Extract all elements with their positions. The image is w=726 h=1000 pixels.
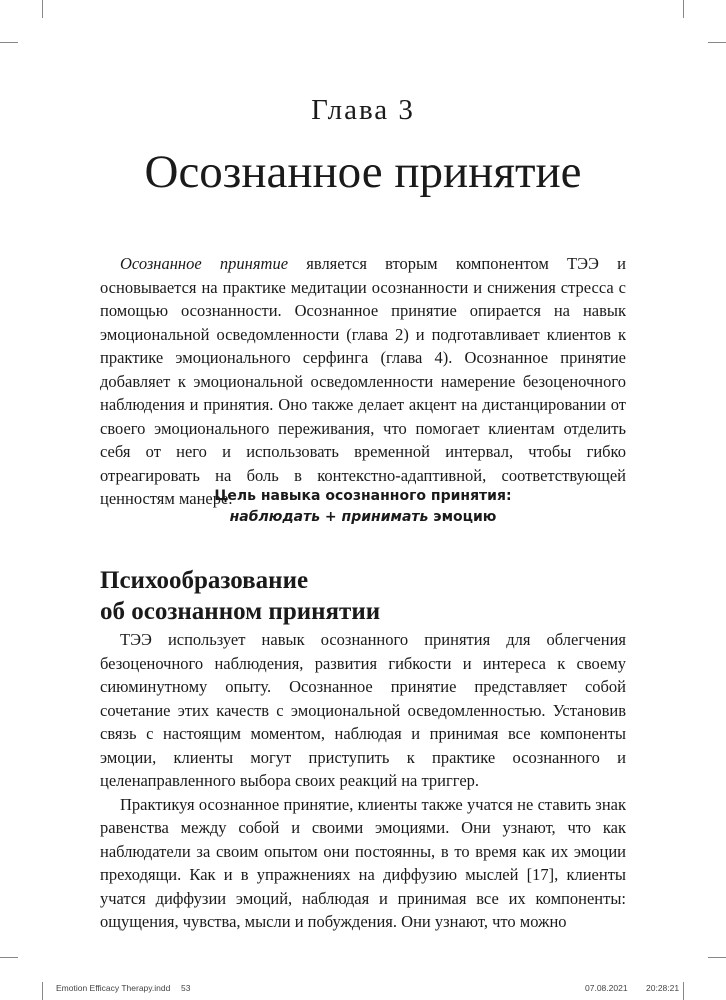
crop-mark [708, 42, 726, 43]
footer-page: 53 [181, 983, 191, 993]
crop-mark [708, 957, 726, 958]
skill-goal-accept: принимать [341, 509, 429, 525]
intro-paragraph [100, 252, 626, 511]
intro-text: является вторым компонентом ТЭЭ и основывается на практике медитации осознанности и снижения стресса с помощью осознанности. Осознанное принятие опирается на навык эмоциональной осведомленности (глава 2) и подготавливает клиентов к практике эмоционального серфинга (глава 4). Осознанное принятие добавляет к эмоциональной осведомленности намерение безоценочного наблюдения и принятия. Оно также делает акцент на дистанцировании от своего эмоционального переживания, что помогает клиентам отделить себя от него и использовать временной интервал, чтобы гибко отреагировать на боль в контекстно-адаптивной, соответствующей ценностям манере. [100, 254, 626, 508]
skill-goal-line1: Цель навыка осознанного принятия: [214, 488, 512, 504]
footer-file: Emotion Efficacy Therapy.indd [56, 983, 171, 993]
crop-mark [0, 42, 18, 43]
crop-mark [42, 0, 43, 18]
footer-time: 20:28:21 [646, 983, 680, 993]
section-heading [100, 565, 626, 627]
skill-goal-line2 [0, 507, 726, 528]
skill-goal-observe: наблюдать [229, 509, 321, 525]
skill-goal-emotion: эмоцию [428, 509, 497, 525]
chapter-title: Осознанное принятие [144, 146, 582, 198]
skill-goal [0, 486, 726, 528]
section-paragraph: ТЭЭ использует навык осознанного принятия для облегчения безоценочного наблюдения, развития гибкости и интереса к своему сиюминутному опыту. Осознанное принятие представляет собой сочетание этих качеств с эмоциональной осведомленностью. Установив связь с настоящим моментом, наблюдая и принимая все компоненты эмоции, клиенты могут приступить к практике осознанного и целенаправленного выбора своих реакций на триггер. [100, 630, 626, 790]
print-footer [0, 982, 726, 996]
section-paragraph: Практикуя осознанное принятие, клиенты также учатся не ставить знак равенства между собой и своими эмоциями. Они узнают, что как наблюдатели за своим опытом они постоянны, в то время как их эмоции преходящи. Как и в упражнениях на диффузию мыслей [17], клиенты учатся диффузии эмоций, наблюдая и принимая все их компоненты: ощущения, чувства, мысли и побуждения. Они узнают, что можно [100, 794, 626, 931]
skill-goal-plus: + [320, 509, 342, 525]
chapter-label: Глава 3 [311, 94, 415, 126]
section-body [100, 628, 626, 934]
footer-date: 07.08.2021 [585, 983, 628, 993]
crop-mark [0, 957, 18, 958]
section-heading-line2: об осознанном принятии [100, 598, 381, 625]
crop-mark [683, 0, 684, 18]
intro-lead: Осознанное принятие [120, 254, 289, 273]
section-heading-line1: Психообразование [100, 567, 309, 594]
